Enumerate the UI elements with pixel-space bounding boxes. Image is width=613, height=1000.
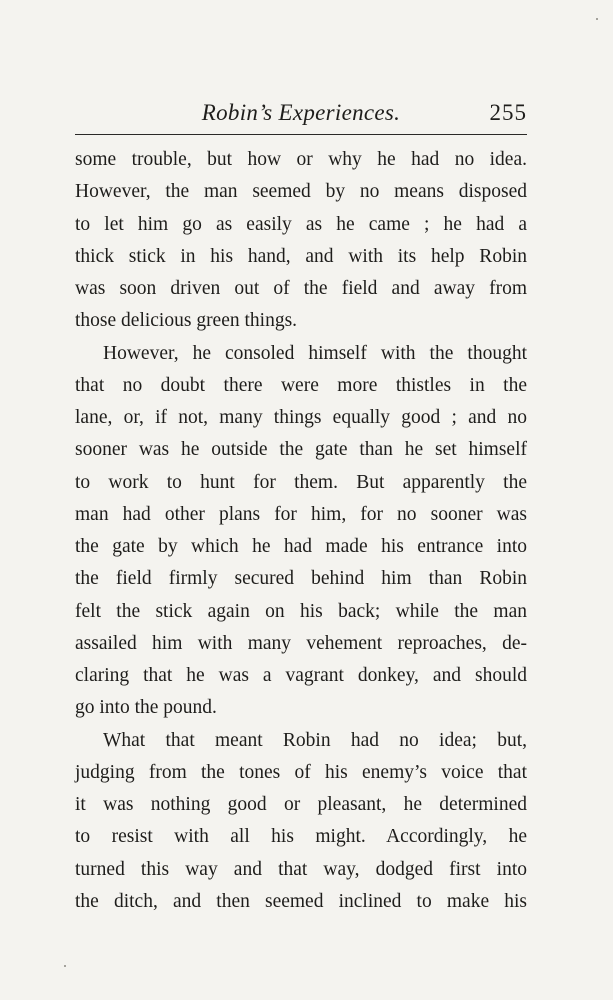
text-line: the ditch, and then seemed inclined to make his [75, 890, 527, 912]
text-line: However, he consoled himself with the thought [103, 342, 527, 364]
text-line: However, the man seemed by no means disposed [75, 181, 527, 203]
text-line: assailed him with many vehement reproaches, de- [75, 632, 527, 654]
text-line: that no doubt there were more thistles in the [75, 374, 527, 396]
body-text [75, 144, 527, 918]
running-title: Robin’s Experiences. [201, 100, 401, 125]
text-line: turned this way and that way, dodged first into [75, 858, 527, 880]
text-line: judging from the tones of his enemy’s voice that [75, 761, 527, 783]
paper-speck [64, 965, 66, 967]
page-number: 255 [489, 100, 527, 125]
running-head [75, 96, 527, 130]
paper-speck [596, 18, 598, 20]
header-rule [75, 134, 527, 135]
text-line: thick stick in his hand, and with its help Robin [75, 245, 527, 267]
text-line: the field firmly secured behind him than Robin [75, 568, 527, 590]
text-line: to work to hunt for them. But apparently the [75, 471, 527, 493]
text-line: to let him go as easily as he came ; he had a [75, 213, 527, 235]
text-line: felt the stick again on his back; while the man [75, 600, 527, 622]
text-line: the gate by which he had made his entrance into [75, 536, 527, 557]
text-line: sooner was he outside the gate than he set himself [75, 439, 527, 461]
text-line: go into the pound. [75, 697, 217, 719]
text-line: to resist with all his might. Accordingly, he [75, 826, 527, 848]
text-line: it was nothing good or pleasant, he determined [75, 794, 527, 815]
text-line: was soon driven out of the field and away from [75, 278, 527, 299]
text-line: lane, or, if not, many things equally good ; and no [75, 407, 527, 428]
text-line: claring that he was a vagrant donkey, and should [75, 665, 527, 686]
text-line: man had other plans for him, for no sooner was [75, 503, 527, 525]
text-line: those delicious green things. [75, 310, 298, 332]
text-line: some trouble, but how or why he had no idea. [75, 149, 527, 170]
text-line: What that meant Robin had no idea; but, [103, 729, 527, 751]
